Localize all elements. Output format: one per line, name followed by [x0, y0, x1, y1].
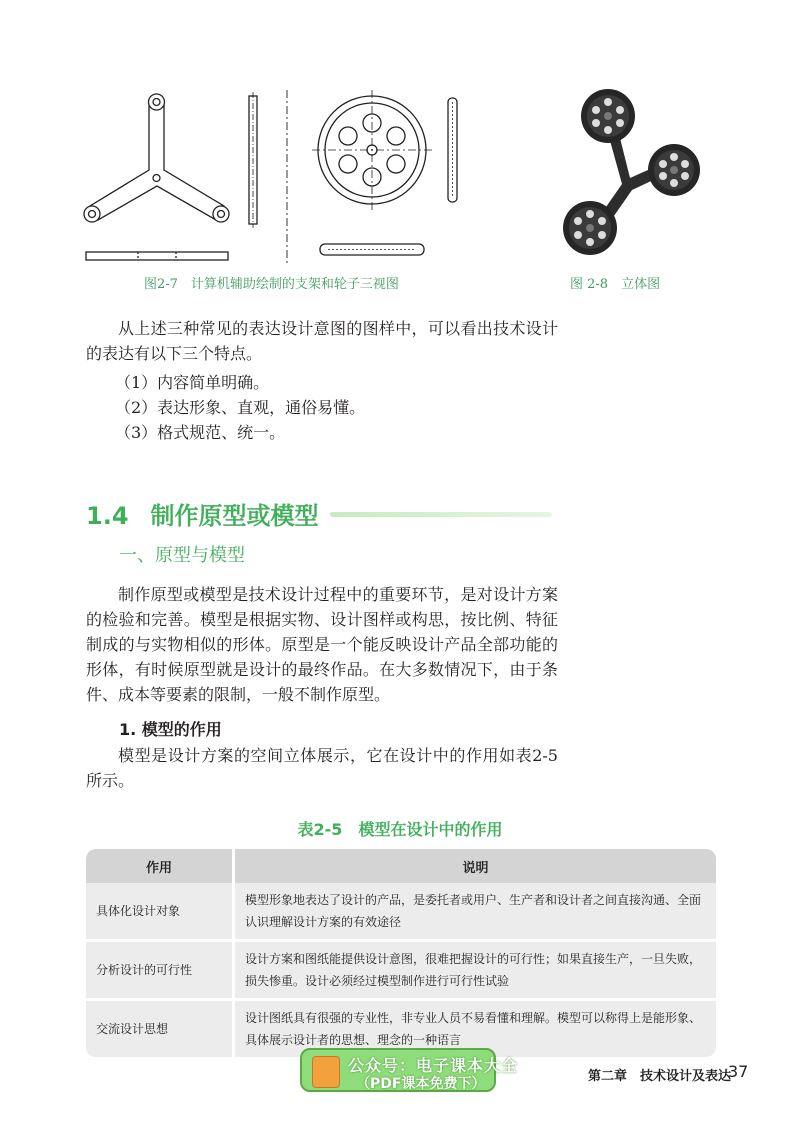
bracket-wheel-three-view-drawing [78, 88, 480, 268]
table-cell-description: 设计方案和图纸能提供设计意图，很难把握设计的可行性；如果直接生产，一旦失败，损失惨重。设计必须经过模型制作进行可行性试验 [234, 941, 717, 1000]
banner-line-2: （PDF课本免费下） [356, 1076, 486, 1092]
prototype-model-text: 制作原型或模型是技术设计过程中的重要环节，是对设计方案的检验和完善。模型是根据实物、设计图样或构思，按比例、特征制成的与实物相似的形体。原型是一个能反映设计产品全部功能的形体，有时候原型就是设计的最终作品。在大多数情况下，由于条件、成本等要素的限制，一般不制作原型。 [86, 585, 558, 704]
watermark-banner [300, 1048, 519, 1092]
section-title: 制作原型或模型 [150, 502, 319, 530]
table-cell-role: 具体化设计对象 [86, 883, 234, 941]
section-paragraph [86, 582, 558, 707]
model-role-paragraph [86, 743, 558, 793]
subsection-heading: 一、原型与模型 [119, 545, 245, 566]
intro-text: 从上述三种常见的表达设计意图的图样中，可以看出技术设计的表达有以下三个特点。 [86, 319, 558, 363]
figure-2-7-caption: 图2-7 计算机辅助绘制的支架和轮子三视图 [144, 277, 399, 292]
page-number: 37 [728, 1062, 749, 1081]
feature-item-2: （2）表达形象、直观，通俗易懂。 [115, 398, 366, 417]
table-row [86, 941, 716, 1000]
table-header-role: 作用 [86, 849, 234, 883]
section-number: 1.4 [86, 502, 129, 530]
bracket-wheel-3d-render [560, 86, 708, 262]
table-cell-description: 模型形象地表达了设计的产品，是委托者或用户、生产者和设计者之间直接沟通、全面认识理解设计方案的有效途径 [234, 883, 717, 941]
table-cell-role: 分析设计的可行性 [86, 941, 234, 1000]
table-cell-description: 设计图纸具有很强的专业性，非专业人员不易看懂和理解。模型可以称得上是能形象、具体展示设计者的思想、理念的一种语言 [234, 1000, 717, 1058]
model-role-text: 模型是设计方案的空间立体展示，它在设计中的作用如表2-5所示。 [86, 746, 558, 790]
model-role-table [86, 849, 716, 1057]
table-header-row [86, 849, 716, 883]
feature-item-1: （1）内容简单明确。 [115, 373, 270, 392]
banner-line-1: 公众号：电子课本大全 [348, 1056, 519, 1075]
book-icon [312, 1056, 340, 1088]
table-title: 表2-5 模型在设计中的作用 [297, 820, 503, 839]
table-header-description: 说明 [234, 849, 717, 883]
intro-paragraph [86, 316, 558, 366]
model-role-heading: 1. 模型的作用 [119, 720, 222, 739]
table-row [86, 883, 716, 941]
section-heading [86, 497, 319, 535]
section-underline [330, 512, 552, 517]
feature-item-3: （3）格式规范、统一。 [115, 423, 286, 442]
table-cell-role: 交流设计思想 [86, 1000, 234, 1058]
chapter-footer: 第二章 技术设计及表达 [588, 1069, 732, 1084]
figure-2-8-caption: 图 2-8 立体图 [570, 277, 661, 292]
